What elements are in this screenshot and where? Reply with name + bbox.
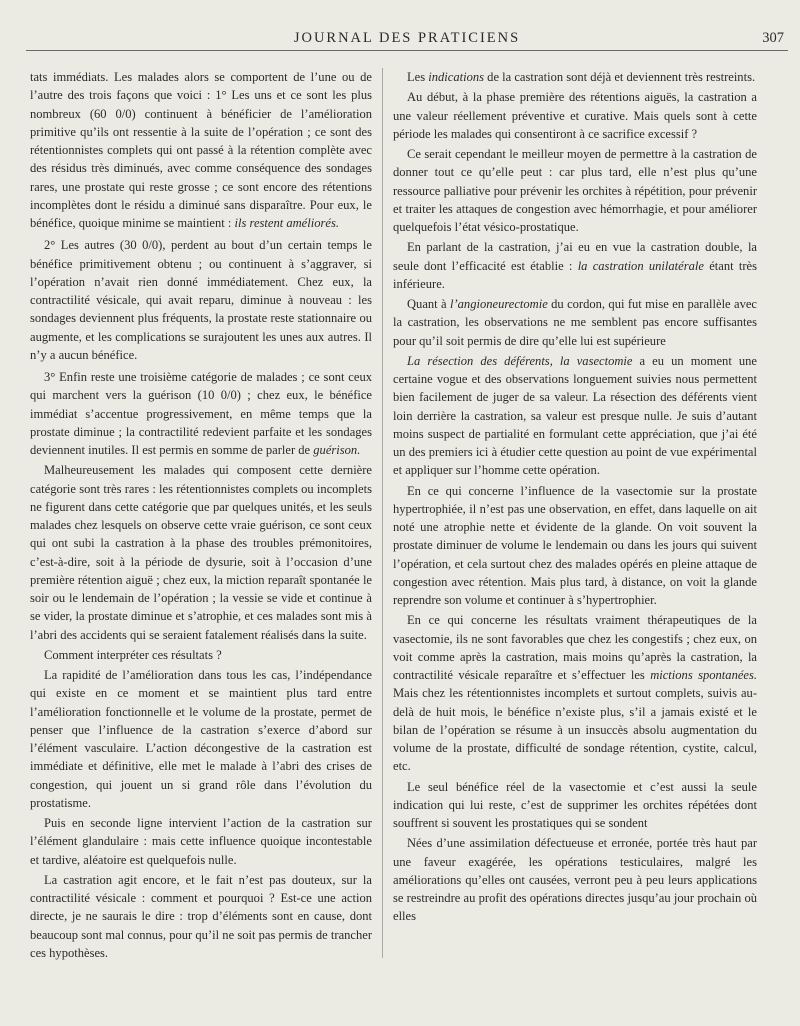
paragraph: En ce qui concerne l’influence de la vasectomie sur la prostate hypertrophiée, il n’est pas une observation, en effet, dans laquelle on ait noté une atrophie nette et évidente de la glande. On voit souvent la prostate diminuer de volume le lendemain ou dans les jours qui suivent l’opération, et cela surtout chez des malades opérés en pleine attaque de congestion avec rétention. Mais plus tard, à distance, on voit la glande reprendre son volume et continuer à s’hypertrophier. <box>393 483 757 607</box>
paragraph: La rapidité de l’amélioration dans tous les cas, l’indépendance qui existe en ce moment et se maintient plus tard entre l’amélioration fonctionnelle et le volume de la prostate, permet de penser que l’influence de la castration s’exerce d’abord sur l’élément vasculaire. L’action décongestive de la castration est immédiate et définitive, elle met le malade à l’abri des crises de congestion, qui jouent un si grand rôle dans l’évolution du prostatisme. <box>30 668 372 810</box>
paragraph: En ce qui concerne les résultats vraiment thérapeutiques de la vasectomie, ils ne sont favorables que chez les congestifs ; chez eux, on voit comme après la castration, mais moins qu’après la castration, la contractilité vésicale reparaître et s’effectuer les mictions spontanées. Mais chez les rétentionnistes incomplets et surtout complets, suivis au-delà de huit mois, le bénéfice n’existe plus, s’il a jamais existé et le bilan de l’opération se résume à un insuccès absolu augmentation du volume de la prostate, difficulté de sondage rétention, cystite, calcul, etc. <box>393 613 757 774</box>
paragraph: En parlant de la castration, j’ai eu en vue la castration double, la seule dont l’efficacité est établie : la castration unilatérale étant très inférieure. <box>393 240 757 291</box>
header-rule <box>26 50 788 51</box>
paragraph: Quant à l’angioneurectomie du cordon, qui fut mise en parallèle avec la castration, les observations ne me semblent pas encore suffisantes pour qu’il soit permis de dire qu’elle lui est supérieure <box>393 297 757 348</box>
left-column <box>30 68 372 964</box>
right-column <box>393 68 757 928</box>
paragraph: tats immédiats. Les malades alors se comportent de l’une ou de l’autre des trois façons que voici : 1° Les uns et ce sont les plus nombreux (60 0/0) continuent à bénéficier de l’amélioration primitive qu’ils ont ressentie à la suite de l’opération ; ce sont des rétentionnistes complets qui ont passé à la rétention complète avec des résidus très diminués, avec comme conséquence des sondages rares, une prostate qui reste grosse ; ce sont encore des rétentions incomplètes dont le résidu a diminué sans disparaître. Pour eux, le bénéfice, quoique minime se maintient : ils restent améliorés. <box>30 70 372 230</box>
paragraph: La castration agit encore, et le fait n’est pas douteux, sur la contractilité vésicale : comment et pourquoi ? Est-ce une action directe, je ne saurais le dire : trop d’éléments sont en cause, dont beaucoup sont mal connus, pour qu’il ne soit pas permis de trancher ces hypothèses. <box>30 872 372 960</box>
paragraph: La résection des déférents, la vasectomie a eu un moment une certaine vogue et des observations longuement suivies nous permettent bien facilement de juger de sa valeur. La résection des déférents vient loin derrière la castration, sa valeur est presque nulle. Je suis d’autant moins suspect de partialité en formulant cette appréciation, que j’ai été un des premiers ici à étudier cette question au point de vue expérimental et appliquer sur l’homme cette opération. <box>393 353 757 478</box>
paragraph: Comment interpréter ces résultats ? <box>44 647 222 662</box>
paragraph: Ce serait cependant le meilleur moyen de permettre à la castration de donner tout ce qu’elle peut : car plus tard, elle n’est plus qu’une ressource palliative pour prévenir les orchites à répétition, pour prévenir et traiter les attaques de congestion avec hémorrhagie, et pour améliorer quelquefois l’état vésico-prostatique. <box>393 147 757 234</box>
paragraph: 2° Les autres (30 0/0), perdent au bout d’un certain temps le bénéfice primitivement obtenu ; ou continuent à s’aggraver, si l’opération n’avait rien donné immédiatement. Chez eux, la contractilité vésicale, qui avait reparu, diminue à nouveau : les sondages deviennent plus fréquents, la prostate reste stationnaire ou augmente, et les complications se surajoutent les unes aux autres. Il n’y a aucun bénéfice. <box>30 238 372 362</box>
paragraph: Puis en seconde ligne intervient l’action de la castration sur l’élément glandulaire : mais cette influence quoique incontestable et tardive, aléatoire est quelquefois nulle. <box>30 816 372 867</box>
paragraph: 3° Enfin reste une troisième catégorie de malades ; ce sont ceux qui marchent vers la guérison (10 0/0) ; chez eux, le bénéfice immédiat s’accentue progressivement, en même temps que la prostate diminue ; la contractilité redevient parfaite et les sondages deviennent inutiles. Il est permis en somme de parler de guérison. <box>30 370 372 457</box>
paragraph: Au début, à la phase première des rétentions aiguës, la castration a une valeur réellement préventive et curative. Mais quels sont à cette période les malades qui consentiront à ce sacrifice excessif ? <box>393 90 757 141</box>
paragraph: Nées d’une assimilation défectueuse et erronée, portée très haut par une faveur exagérée, les opérations testiculaires, malgré les améliorations qu’elles ont causées, verront peu à peu leurs applications se restreindre au profit des opérations directes jusqu’au jour prochain où elles <box>393 836 757 924</box>
paragraph: Le seul bénéfice réel de la vasectomie et c’est aussi la seule indication qui lui reste, c’est de supprimer les orchites répétées dont souffrent si souvent les prostatiques qui se sondent <box>393 779 757 830</box>
page-number: 307 <box>762 30 784 46</box>
paragraph: Les indications de la castration sont déjà et deviennent très restreints. <box>407 70 756 84</box>
column-divider <box>382 68 383 958</box>
page-header <box>26 26 788 52</box>
running-title: JOURNAL DES PRATICIENS <box>293 30 521 46</box>
paragraph: Malheureusement les malades qui composent cette dernière catégorie sont très rares : les rétentionnistes complets ou incomplets ne figurent dans cette catégorie que par quelques unités, et les seuls malades chez lesquels on observe cette vraie guérison, ce sont ceux qui ont subi la castration à la phase des troubles prémonitoires, c’est-à-dire, soit à la période de dysurie, soit à l’occasion d’une première rétention aiguë ; chez eux, la miction reparaît spontanée le soir ou le lendemain de l’opération ; la vessie se vide et continue à se vider, la prostate diminue et s’atrophie, et ces malades sont mis à l’abri des accidents qui se seraient fatalement réalisés dans la suite. <box>30 463 372 642</box>
